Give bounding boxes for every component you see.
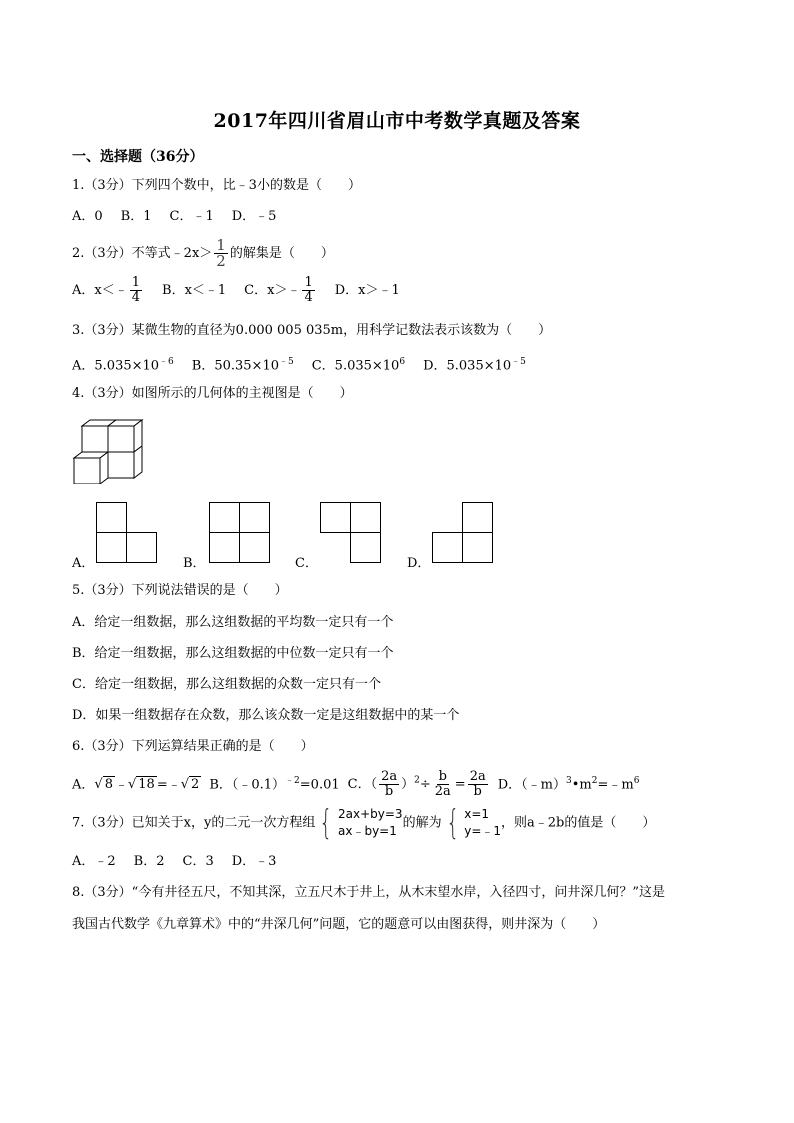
fraction-quarter bbox=[302, 276, 314, 305]
exponent: ﹣5 bbox=[511, 357, 526, 367]
opt-text: =0.01 bbox=[299, 777, 340, 792]
option-d[interactable]: D．x＞﹣1 bbox=[334, 283, 400, 298]
option-c[interactable]: C． bbox=[295, 556, 318, 571]
question-8-stem-line-1: 8.（3分）“今有井径五尺，不知其深，立五尺木于井上，从木末望水岸，入径四寸，问井深几何？”这是 bbox=[72, 885, 665, 900]
option-b[interactable]: B．x＜﹣1 bbox=[162, 283, 227, 298]
left-brace-icon: { bbox=[445, 803, 459, 843]
exponent: ﹣6 bbox=[159, 357, 174, 367]
fraction-2a-b bbox=[379, 770, 399, 799]
frac-den: 2a bbox=[434, 784, 451, 799]
option-d[interactable]: D．﹣3 bbox=[231, 854, 277, 869]
question-8-stem-line-2: 我国古代数学《九章算术》中的“井深几何”问题，它的题意可以由图获得，则井深为（ ） bbox=[72, 917, 606, 932]
frac-den: 2 bbox=[216, 252, 226, 270]
question-5-stem: 5.（3分）下列说法错误的是（ ） bbox=[72, 583, 288, 598]
frac-den: b bbox=[473, 784, 482, 799]
frac-den: b bbox=[384, 784, 394, 799]
opt-text: C．（ bbox=[347, 777, 378, 792]
opt-text: C．5.035×10 bbox=[311, 358, 400, 374]
opt-text: •m bbox=[571, 777, 592, 792]
opt-text: D．（﹣m） bbox=[497, 777, 566, 792]
option-d[interactable]: D．如果一组数据存在众数，那么该众数一定是这组数据中的某一个 bbox=[72, 708, 460, 723]
frac-den: 4 bbox=[304, 290, 313, 305]
view-option-b-figure bbox=[209, 502, 271, 564]
equation-1: 2ax+by=3 bbox=[338, 807, 403, 821]
option-a[interactable] bbox=[72, 276, 144, 305]
option-a[interactable]: A．给定一组数据，那么这组数据的平均数一定只有一个 bbox=[72, 615, 394, 630]
solution-x: x=1 bbox=[464, 807, 490, 821]
opt-text: =﹣ bbox=[156, 777, 181, 792]
opt-text: =﹣m bbox=[597, 777, 634, 792]
opt-text: A． bbox=[72, 777, 95, 792]
option-b[interactable]: B．1 bbox=[120, 209, 152, 224]
exponent: 2 bbox=[414, 775, 420, 786]
opt-text: ） bbox=[401, 777, 415, 792]
view-option-c-figure bbox=[320, 502, 382, 564]
q2-text-pre: 2.（3分）不等式﹣2x＞ bbox=[72, 246, 213, 261]
solution-system bbox=[442, 803, 502, 843]
question-6-options bbox=[72, 770, 657, 799]
option-b[interactable] bbox=[209, 772, 339, 794]
q7-text-post: ，则a﹣2b的值是（ ） bbox=[501, 815, 656, 831]
frac-num: 2a bbox=[469, 769, 486, 784]
page-title: 2017年四川省眉山市中考数学真题及答案 bbox=[213, 110, 581, 132]
option-c[interactable]: C．3 bbox=[182, 854, 214, 869]
view-option-d-figure bbox=[432, 502, 494, 564]
option-a[interactable]: A． bbox=[72, 556, 95, 571]
opt-text: C．x＞﹣ bbox=[244, 283, 301, 298]
frac-num: 1 bbox=[216, 236, 226, 254]
exponent: ﹣2 bbox=[285, 775, 300, 786]
radicand: 18 bbox=[138, 776, 155, 792]
frac-num: 1 bbox=[131, 275, 141, 290]
section-heading: 一、选择题（36分） bbox=[72, 149, 204, 165]
question-2-options bbox=[72, 276, 418, 305]
fraction-one-half bbox=[214, 238, 228, 269]
sqrt-18: √ 18 bbox=[127, 776, 155, 792]
option-b[interactable]: B．给定一组数据，那么这组数据的中位数一定只有一个 bbox=[72, 646, 394, 661]
cube-solid-figure bbox=[72, 412, 144, 484]
question-7-stem bbox=[72, 803, 656, 843]
frac-num: b bbox=[438, 769, 447, 784]
opt-text: B．50.35×10 bbox=[191, 358, 279, 374]
question-7-options bbox=[72, 853, 294, 871]
opt-text: ÷ bbox=[419, 777, 431, 792]
frac-num: 1 bbox=[304, 275, 313, 290]
option-c[interactable]: C．﹣1 bbox=[169, 209, 214, 224]
exponent: 2 bbox=[591, 775, 598, 786]
opt-text: ﹣ bbox=[114, 777, 128, 792]
option-a[interactable]: A．﹣2 bbox=[72, 854, 116, 869]
radicand: 8 bbox=[104, 776, 113, 792]
equation-2: ax﹣by=1 bbox=[338, 824, 397, 838]
opt-text: A．5.035×10 bbox=[72, 358, 160, 374]
question-6-stem: 6.（3分）下列运算结果正确的是（ ） bbox=[72, 739, 314, 754]
question-2-stem bbox=[72, 238, 334, 269]
option-b[interactable]: B． bbox=[183, 556, 206, 571]
option-c[interactable] bbox=[244, 276, 317, 305]
fraction-2a-b-result bbox=[468, 770, 488, 799]
option-a[interactable] bbox=[72, 776, 201, 795]
option-d[interactable]: D．﹣5 bbox=[231, 209, 277, 224]
opt-text: B．（﹣0.1） bbox=[209, 777, 286, 792]
question-1-options bbox=[72, 208, 294, 226]
question-4-stem: 4.（3分）如图所示的几何体的主视图是（ ） bbox=[72, 386, 353, 401]
option-c[interactable] bbox=[348, 770, 490, 799]
exponent: 6 bbox=[633, 775, 640, 786]
option-b[interactable] bbox=[192, 353, 294, 375]
opt-text: D．5.035×10 bbox=[423, 358, 512, 374]
left-brace-icon: { bbox=[319, 803, 333, 843]
sqrt-2: √ 2 bbox=[180, 776, 200, 792]
question-3-stem: 3.（3分）某微生物的直径为0.000 005 035m，用科学记数法表示该数为（ ） bbox=[72, 323, 552, 338]
radicand: 2 bbox=[191, 776, 200, 792]
question-1-stem: 1.（3分）下列四个数中，比﹣3小的数是（ ） bbox=[72, 178, 361, 193]
opt-text: = bbox=[454, 777, 466, 792]
q7-text-mid: 的解为 bbox=[402, 815, 442, 831]
option-b[interactable]: B．2 bbox=[133, 854, 165, 869]
fraction-quarter bbox=[130, 276, 142, 305]
option-c[interactable] bbox=[312, 353, 405, 375]
q7-text-pre: 7.（3分）已知关于x，y的二元一次方程组 bbox=[72, 815, 316, 831]
solution-y: y=﹣1 bbox=[464, 824, 502, 838]
option-d[interactable] bbox=[498, 772, 640, 794]
option-d[interactable]: D． bbox=[407, 556, 431, 571]
exponent: 3 bbox=[566, 775, 572, 786]
option-a[interactable] bbox=[72, 353, 174, 375]
q2-text-post: 的解集是（ ） bbox=[229, 246, 334, 261]
frac-num: 2a bbox=[381, 769, 398, 784]
sqrt-8: √ 8 bbox=[94, 776, 113, 792]
fraction-b-2a bbox=[433, 770, 453, 799]
frac-den: 4 bbox=[131, 290, 141, 305]
question-3-options bbox=[72, 353, 544, 375]
exponent: 6 bbox=[399, 357, 406, 367]
opt-text: A．x＜﹣ bbox=[72, 283, 128, 298]
option-c[interactable]: C．给定一组数据，那么这组数据的众数一定只有一个 bbox=[72, 677, 381, 692]
equation-system bbox=[315, 803, 403, 843]
view-option-a-figure bbox=[96, 502, 158, 564]
option-a[interactable]: A．0 bbox=[72, 209, 103, 224]
exponent: ﹣5 bbox=[279, 357, 294, 367]
option-d[interactable] bbox=[423, 353, 526, 375]
